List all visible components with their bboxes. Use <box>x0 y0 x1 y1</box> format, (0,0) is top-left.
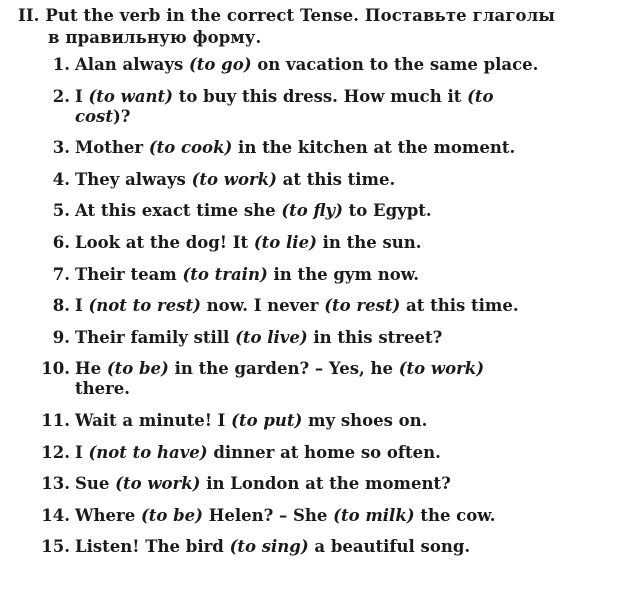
item-continuation <box>75 379 609 399</box>
verb-prompt: (not to have) <box>88 442 208 462</box>
exercise-heading <box>18 5 609 49</box>
verb-prompt: (not to rest) <box>88 296 201 316</box>
heading-line2: в правильную форму. <box>48 28 262 47</box>
item-fragment: in the garden? – Yes, he <box>168 359 399 379</box>
item-number: 7. <box>52 264 70 284</box>
item-number: 14. <box>41 505 70 525</box>
item-text <box>75 55 609 75</box>
item-continuation <box>75 107 609 127</box>
item-fragment: dinner at home so often. <box>207 442 441 462</box>
exercise-list <box>18 55 609 557</box>
item-number: 10. <box>41 359 70 379</box>
item-number: 12. <box>41 442 70 462</box>
item-number: 4. <box>52 169 70 189</box>
item-text <box>75 474 609 494</box>
item-number: 9. <box>52 327 70 347</box>
item-fragment: a beautiful song. <box>308 537 471 557</box>
verb-prompt: (to lie) <box>253 232 317 252</box>
verb-prompt: (to rest) <box>324 296 401 316</box>
item-text <box>75 265 609 285</box>
item-fragment: They always <box>75 169 192 189</box>
item-fragment: Helen? – She <box>203 505 334 525</box>
exercise-item <box>18 170 609 190</box>
verb-prompt: (to sing) <box>229 537 309 557</box>
verb-prompt: (to <box>467 86 494 106</box>
item-fragment: Mother <box>75 138 149 158</box>
verb-prompt: (to work) <box>191 169 277 189</box>
item-number: 1. <box>52 55 70 74</box>
item-number: 5. <box>52 201 70 221</box>
item-fragment: Wait a minute! I <box>75 410 232 430</box>
item-text <box>75 296 609 316</box>
item-fragment: in the sun. <box>316 232 422 252</box>
item-fragment: Their team <box>75 264 183 284</box>
item-text <box>75 170 609 190</box>
item-number: 8. <box>52 296 70 316</box>
item-fragment: there. <box>75 379 131 399</box>
item-text <box>75 233 609 253</box>
item-fragment: Look at the dog! It <box>75 232 254 252</box>
item-text <box>75 138 609 158</box>
item-number: 15. <box>41 537 70 557</box>
verb-prompt: (to milk) <box>333 505 415 525</box>
item-fragment: He <box>75 359 107 379</box>
item-text <box>75 537 609 557</box>
item-text <box>75 359 609 399</box>
exercise-item <box>18 506 609 526</box>
item-fragment: now. I never <box>200 296 325 316</box>
verb-prompt: (to be) <box>106 359 169 379</box>
item-fragment: at this time. <box>276 169 396 189</box>
item-fragment: Sue <box>75 474 116 494</box>
verb-prompt: (to be) <box>140 505 203 525</box>
exercise-item <box>18 265 609 285</box>
exercise-item <box>18 233 609 253</box>
item-fragment: Their family still <box>75 327 236 347</box>
exercise-item <box>18 443 609 463</box>
verb-prompt: (to train) <box>182 264 268 284</box>
item-text <box>75 506 609 526</box>
item-fragment: in London at the moment? <box>200 474 451 494</box>
exercise-item <box>18 359 609 399</box>
exercise-item <box>18 474 609 494</box>
verb-prompt: (to want) <box>88 86 173 106</box>
verb-prompt: (to cook) <box>148 138 233 158</box>
exercise-item <box>18 201 609 221</box>
item-number: 11. <box>41 410 70 430</box>
item-number: 3. <box>52 138 70 158</box>
item-fragment: to buy this dress. How much it <box>172 86 468 106</box>
item-number: 2. <box>52 86 70 106</box>
item-fragment: Where <box>75 505 141 525</box>
exercise-item <box>18 328 609 348</box>
heading-number: II. <box>18 6 40 25</box>
exercise-item <box>18 138 609 158</box>
verb-prompt: (to live) <box>235 327 308 347</box>
verb-prompt: (to work) <box>115 474 201 494</box>
item-fragment: on vacation to the same place. <box>251 55 539 74</box>
item-fragment: )? <box>112 106 131 126</box>
exercise-item <box>18 87 609 127</box>
item-text <box>75 443 609 463</box>
item-text <box>75 411 609 431</box>
verb-prompt: (to work) <box>398 359 485 379</box>
item-fragment: at this time. <box>400 296 519 316</box>
item-fragment: my shoes on. <box>302 410 428 430</box>
heading-line1: Put the verb in the correct Tense. Поставьте глаголы <box>45 6 556 25</box>
exercise-item <box>18 411 609 431</box>
exercise-item <box>18 537 609 557</box>
item-fragment: Listen! The bird <box>75 537 230 557</box>
exercise-item <box>18 296 609 316</box>
item-fragment: to Egypt. <box>342 201 432 221</box>
item-fragment: At this exact time she <box>75 201 282 221</box>
item-number: 6. <box>52 232 70 252</box>
item-fragment: in this street? <box>307 327 443 347</box>
item-text <box>75 328 609 348</box>
verb-prompt: cost <box>75 106 113 126</box>
verb-prompt: (to fly) <box>281 201 343 221</box>
item-fragment: Alan always <box>75 55 189 74</box>
item-text <box>75 201 609 221</box>
item-fragment: in the gym now. <box>267 264 419 284</box>
verb-prompt: (to put) <box>231 410 303 430</box>
item-number: 13. <box>41 474 70 494</box>
item-text <box>75 87 609 127</box>
exercise-item <box>18 55 609 75</box>
verb-prompt: (to go) <box>188 55 252 74</box>
item-fragment: in the kitchen at the moment. <box>232 138 516 158</box>
item-fragment: I <box>75 296 89 316</box>
item-fragment: I <box>75 442 89 462</box>
item-fragment: I <box>75 86 89 106</box>
item-fragment: the cow. <box>414 505 496 525</box>
